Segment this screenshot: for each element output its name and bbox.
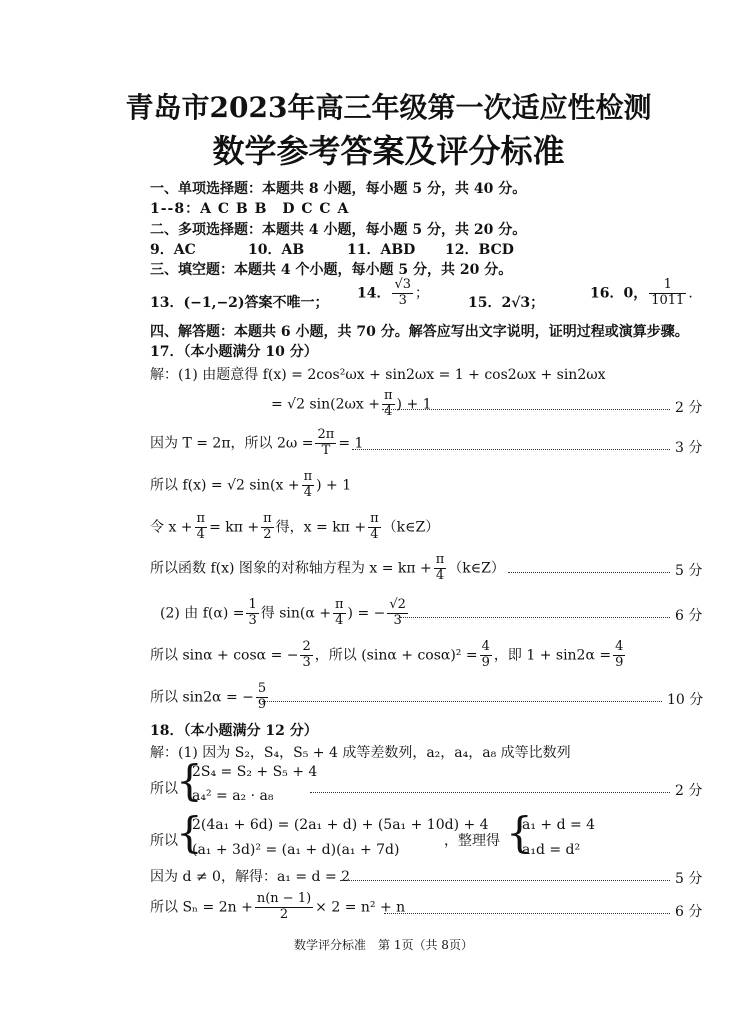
q18-line4: 因为 d ≠ 0，解得：a₁ = d = 2: [150, 869, 351, 885]
section-heading-single-choice: 一、单项选择题：本题共 8 小题，每小题 5 分，共 40 分。: [150, 181, 527, 197]
q17-line9: 所以 sin2α = − $\frac{5}{9}$: [150, 681, 267, 712]
score-6: 6 分: [675, 904, 703, 920]
q18-system2-eq1: 2(4a₁ + 6d) = (2a₁ + d) + (5a₁ + 10d) + 4: [192, 817, 489, 833]
q18-system3-eq1: a₁ + d = 4: [522, 817, 596, 833]
score-10: 10 分: [667, 692, 704, 708]
page-title: 青岛市2023年高三年级第一次适应性检测: [125, 91, 652, 124]
answer-q11: 11．ABD: [347, 242, 416, 258]
left-brace: {: [506, 808, 533, 857]
answer-q10: 10．AB: [248, 242, 305, 258]
score-2: 2 分: [675, 400, 703, 416]
answers-single-choice: 1--8：A C B B D C C A: [150, 201, 350, 217]
q17-line6: 所以函数 f(x) 图象的对称轴方程为 x = kπ + $\frac{\pi}{4}$ （k∈Z）: [150, 552, 505, 583]
q17-line3: 因为 T = 2π，所以 2ω = $\frac{2\pi}{T}$ = 1: [150, 427, 364, 458]
q18-line5: 所以 Sₙ = 2n + $\frac{n(n - 1)}{2}$ × 2 = n² + n: [150, 891, 406, 922]
q18-system1-eq2: a₄² = a₂ · a₈: [192, 788, 274, 804]
page-footer: 数学评分标准 第 1页（共 8页）: [294, 938, 473, 952]
answer-q9: 9．AC: [150, 242, 196, 258]
q18-simplify-label: ，整理得: [444, 833, 500, 849]
q17-line1: 解：(1) 由题意得 f(x) = 2cos²ωx + sin2ωx = 1 + cos2ωx + sin2ωx: [150, 367, 606, 383]
q17-line5: 令 x + $\frac{\pi}{4}$ = kπ + $\frac{\pi}{2}$ 得，x = kπ + $\frac{\pi}{4}$ （k∈Z）: [150, 511, 440, 542]
score-5: 5 分: [675, 871, 703, 887]
section-heading-multi-choice: 二、多项选择题：本题共 4 小题，每小题 5 分，共 20 分。: [150, 222, 527, 238]
q18-line1: 解：(1) 因为 S₂，S₄，S₅ + 4 成等差数列，a₂，a₄，a₈ 成等比数列: [150, 745, 571, 761]
q17-line7: (2) 由 f(α) = $\frac{1}{3}$ 得 sin(α + $\frac{\pi}{4}$ ) = − $\frac{√2}{3}$: [160, 597, 406, 628]
q18-line3-prefix: 所以: [150, 833, 178, 849]
q18-header: 18．（本小题满分 12 分）: [150, 723, 318, 739]
q17-line2: = √2 sin(2ωx + $\frac{\pi}{4}$ ) + 1: [271, 388, 432, 419]
left-brace: {: [176, 756, 203, 805]
score-6: 6 分: [675, 608, 703, 624]
q18-system2-eq2: (a₁ + 3d)² = (a₁ + d)(a₁ + 7d): [192, 842, 400, 858]
q18-system3-eq2: a₁d = d²: [522, 842, 581, 858]
answer-q15: 15．2√3；: [468, 295, 545, 311]
answer-q14: 14． $\frac{√3}{3}$ ；: [357, 277, 430, 308]
page-subtitle: 数学参考答案及评分标准: [212, 132, 565, 170]
q17-header: 17．（本小题满分 10 分）: [150, 344, 318, 360]
answer-q13: 13．(−1,−2)答案不唯一；: [150, 295, 329, 311]
section-heading-fill-blank: 三、填空题：本题共 4 个小题，每小题 5 分，共 20 分。: [150, 262, 513, 278]
score-2: 2 分: [675, 783, 703, 799]
q17-line8: 所以 sinα + cosα = − $\frac{2}{3}$ ，所以 (sinα + cosα)² = $\frac{4}{9}$ ，即 1 + sin2α = $\frac{4}{9}$: [150, 639, 624, 670]
q18-system1-eq1: 2S₄ = S₂ + S₅ + 4: [192, 764, 318, 780]
answer-q12: 12．BCD: [445, 242, 514, 258]
q18-line2-prefix: 所以: [150, 781, 178, 797]
section-heading-solutions: 四、解答题：本题共 6 小题，共 70 分。解答应写出文字说明，证明过程或演算步骤。: [150, 324, 689, 340]
score-5: 5 分: [675, 563, 703, 579]
left-brace: {: [176, 808, 203, 857]
score-3: 3 分: [675, 440, 703, 456]
q17-line4: 所以 f(x) = √2 sin(x + $\frac{\pi}{4}$ ) + 1: [150, 469, 352, 500]
answer-q16: 16．0， $\frac{1}{1011}$ ．: [590, 277, 703, 308]
